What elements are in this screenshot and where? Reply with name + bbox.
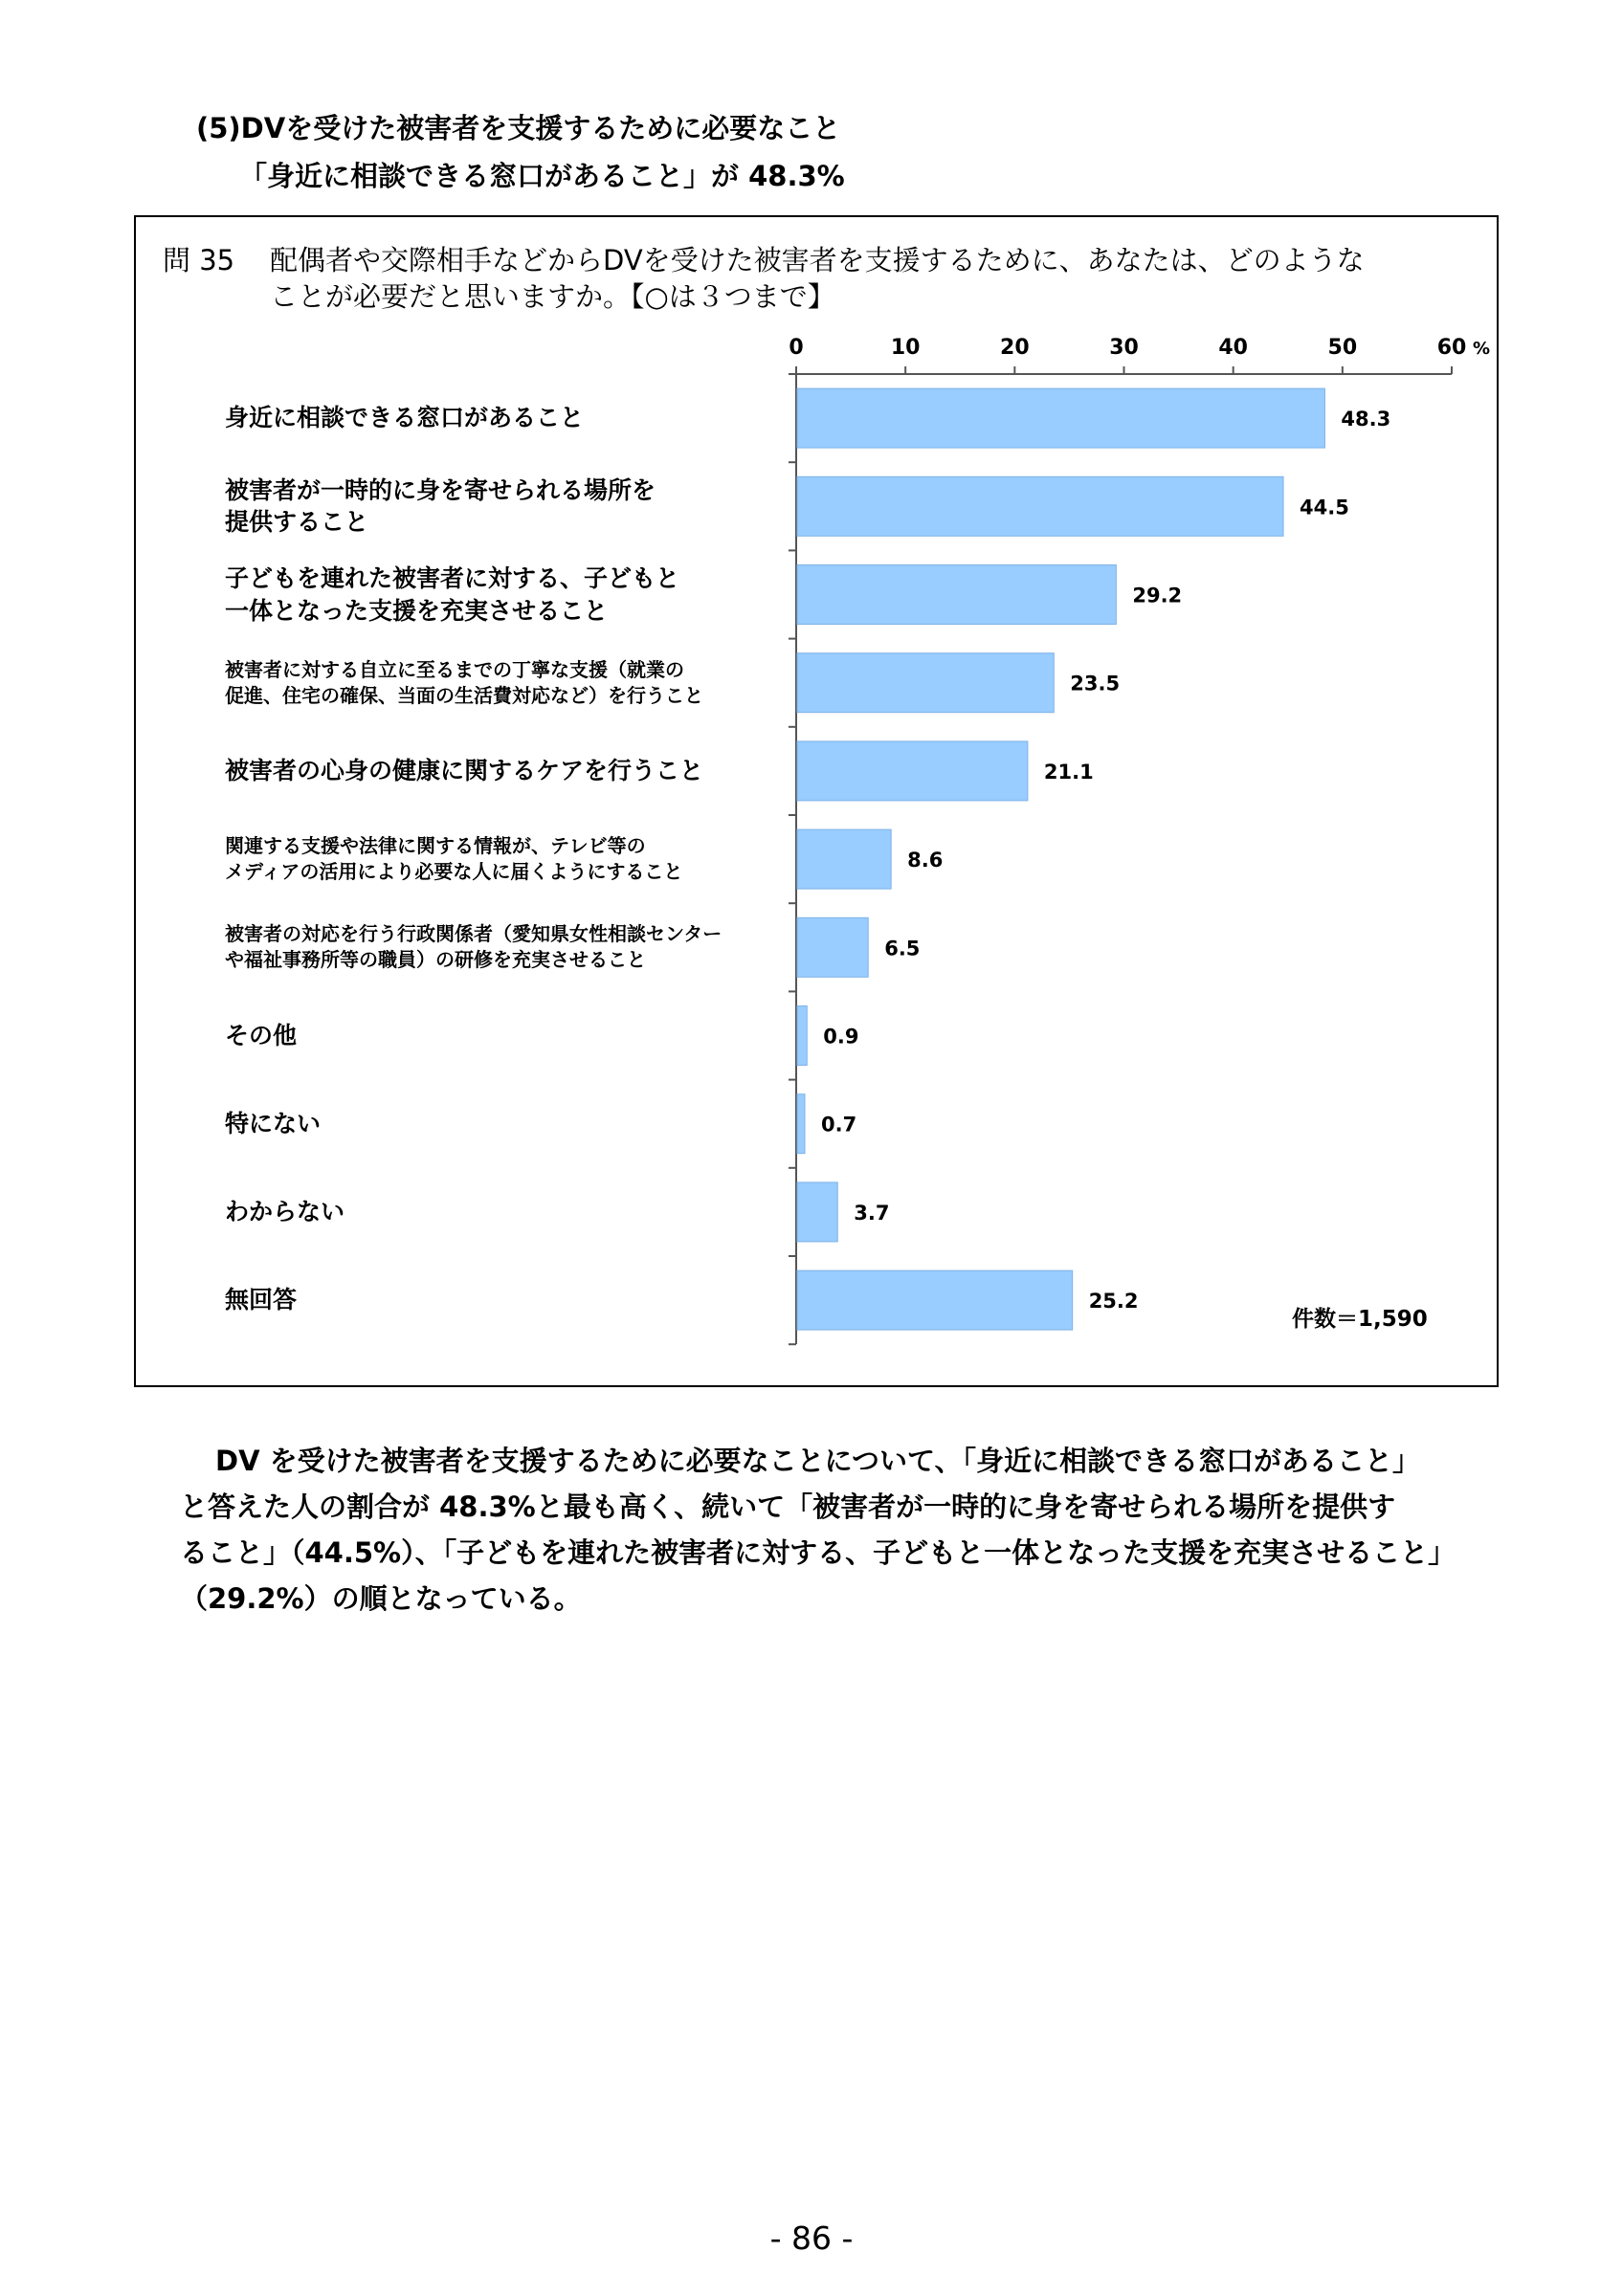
- section-heading: (5)DVを受けた被害者を支援するために必要なこと: [196, 112, 841, 144]
- bar-value-label: 8.6: [907, 849, 944, 872]
- category-label-line: 身近に相談できる窓口があること: [225, 404, 585, 432]
- x-tick-label: 20: [1000, 336, 1030, 360]
- bar: [797, 476, 1283, 536]
- bar: [797, 917, 868, 977]
- category-label-line: 被害者の対応を行う行政関係者（愛知県女性相談センター: [225, 922, 723, 946]
- section-subheading: 「身近に相談できる窓口があること」が 48.3%: [239, 160, 845, 192]
- bar: [797, 1182, 837, 1242]
- bar-value-label: 0.9: [823, 1025, 859, 1049]
- bar-value-label: 21.1: [1043, 760, 1094, 784]
- x-tick-label: 30: [1109, 336, 1139, 360]
- x-tick-label: 50: [1327, 336, 1358, 360]
- x-tick-label: 0: [789, 336, 804, 360]
- body-text-line-4: （29.2%）の順となっている。: [180, 1582, 582, 1615]
- bar: [797, 1006, 807, 1066]
- bar: [797, 1094, 805, 1154]
- question-text-line-1: 配偶者や交際相手などからDVを受けた被害者を支援するために、あなたは、どのような: [270, 244, 1365, 276]
- category-label-line: 特にない: [225, 1109, 322, 1137]
- x-tick-label: 60: [1436, 336, 1467, 360]
- category-label-line: 関連する支援や法律に関する情報が、テレビ等の: [225, 834, 646, 858]
- body-text-line-2: と答えた人の割合が 48.3%と最も高く、続いて「被害者が一時的に身を寄せられる場所を提供す: [180, 1490, 1396, 1523]
- question-number: 問 35: [163, 244, 235, 276]
- bar-value-label: 29.2: [1132, 584, 1183, 607]
- page-number: - 86 -: [769, 2219, 854, 2257]
- x-tick-label: 10: [890, 336, 921, 360]
- bar: [797, 1270, 1073, 1330]
- x-unit-label: %: [1473, 339, 1491, 359]
- category-label-line: 促進、住宅の確保、当面の生活費対応など）を行うこと: [225, 683, 703, 707]
- bar-value-label: 23.5: [1070, 672, 1121, 695]
- bar-value-label: 44.5: [1300, 496, 1349, 519]
- bar-value-label: 6.5: [884, 937, 921, 960]
- bar: [797, 829, 891, 889]
- category-label-line: メディアの活用により必要な人に届くようにすること: [225, 860, 683, 884]
- bar-value-label: 0.7: [820, 1113, 857, 1137]
- category-label-line: 提供すること: [225, 508, 369, 537]
- category-label-line: 被害者の心身の健康に関するケアを行うこと: [225, 757, 704, 785]
- bar-value-label: 25.2: [1088, 1290, 1139, 1314]
- category-label-line: 子どもを連れた被害者に対する、子どもと: [225, 563, 680, 592]
- bar-value-label: 48.3: [1341, 408, 1391, 431]
- bar: [797, 388, 1324, 448]
- question-text-line-2: ことが必要だと思いますか。【○は３つまで】: [270, 280, 835, 313]
- body-text-line-3: ること」（44.5%）、「子どもを連れた被害者に対する、子どもと一体となった支援を充実させること」: [180, 1536, 1456, 1569]
- x-tick-label: 40: [1218, 336, 1248, 360]
- body-text-line-1: DV を受けた被害者を支援するために必要なことについて、「身近に相談できる窓口があること」: [215, 1445, 1420, 1477]
- category-label-line: 被害者に対する自立に至るまでの丁寧な支援（就業の: [225, 657, 684, 681]
- category-label-line: わからない: [225, 1198, 345, 1226]
- bar: [797, 741, 1028, 801]
- bar: [797, 653, 1054, 713]
- category-label-line: その他: [225, 1021, 298, 1049]
- respondent-count: 件数＝1,590: [1292, 1307, 1428, 1332]
- category-label-line: や福祉事務所等の職員）の研修を充実させること: [225, 948, 646, 972]
- category-label-line: 被害者が一時的に身を寄せられる場所を: [225, 475, 656, 504]
- category-label-line: 一体となった支援を充実させること: [225, 596, 609, 625]
- bar-value-label: 3.7: [854, 1201, 890, 1225]
- category-label-line: 無回答: [225, 1286, 298, 1314]
- bar: [797, 565, 1116, 625]
